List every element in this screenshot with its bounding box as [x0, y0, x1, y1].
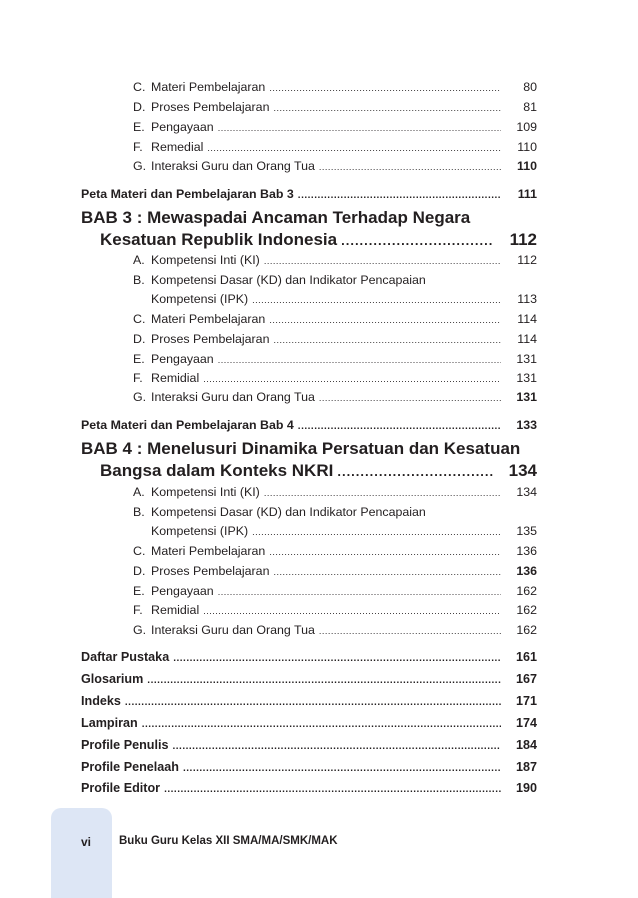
- toc-entry-label: Remedial: [151, 140, 204, 154]
- toc-entry-label: Remidial: [151, 371, 200, 385]
- toc-entry-label: Pengayaan: [151, 120, 214, 134]
- toc-entry[interactable]: [133, 371, 537, 385]
- toc-entry[interactable]: [133, 584, 537, 598]
- toc-entry-label: Remidial: [151, 603, 200, 617]
- dot-leader: [252, 527, 501, 537]
- toc-entry-page: 114: [517, 332, 537, 346]
- toc-entry-page: 80: [523, 80, 537, 94]
- toc-entry-letter: G.: [133, 390, 147, 404]
- toc-entry-label: Profile Penelaah: [81, 760, 179, 774]
- toc-entry-label: Kompetensi (IPK): [151, 292, 249, 306]
- toc-entry-page: 171: [515, 694, 537, 708]
- toc-entry[interactable]: [133, 352, 537, 366]
- toc-entry[interactable]: [133, 332, 537, 346]
- toc-entry-letter: C.: [133, 312, 146, 326]
- toc-entry-label: Kompetensi Inti (KI): [151, 485, 260, 499]
- toc-entry-page: 131: [516, 371, 537, 385]
- dot-leader: [142, 719, 501, 730]
- toc-entry-page: 190: [515, 781, 537, 795]
- toc-entry[interactable]: [133, 120, 537, 134]
- dot-leader: [273, 103, 501, 113]
- dot-leader: [218, 587, 501, 597]
- toc-entry[interactable]: [133, 100, 537, 114]
- toc-entry-page: 174: [515, 716, 537, 730]
- toc-entry-page: 111: [517, 187, 537, 201]
- toc-entry[interactable]: [133, 564, 537, 578]
- dot-leader: [298, 421, 501, 432]
- toc-entry-cont[interactable]: [151, 524, 537, 538]
- toc-entry-page: 136: [516, 564, 537, 578]
- toc-entry[interactable]: [133, 544, 537, 558]
- dot-leader: [273, 335, 501, 345]
- toc-entry-label: Pengayaan: [151, 352, 214, 366]
- toc-entry[interactable]: [133, 140, 537, 154]
- toc-entry-letter: E.: [133, 584, 145, 598]
- chapter-title-cont: Bangsa dalam Konteks NKRI: [100, 461, 334, 480]
- toc-entry-letter: G.: [133, 159, 147, 173]
- dot-leader: [207, 143, 501, 153]
- toc-entry-page: 114: [517, 312, 537, 326]
- dot-leader: [269, 315, 501, 325]
- toc-entry-page: 110: [517, 159, 537, 173]
- toc-entry-letter: F.: [133, 140, 143, 154]
- toc-entry[interactable]: [133, 253, 537, 267]
- dot-leader: [273, 567, 501, 577]
- toc-entry-page: 162: [516, 623, 537, 637]
- toc-entry-letter: D.: [133, 564, 146, 578]
- dot-leader: [252, 295, 501, 305]
- toc-entry-label: Proses Pembelajaran: [151, 100, 270, 114]
- chapter-title: BAB 4 : Menelusuri Dinamika Persatuan dan Kesatuan: [81, 439, 521, 458]
- toc-entry[interactable]: [133, 80, 537, 94]
- toc-entry-label: Indeks: [81, 694, 121, 708]
- toc-back-entry[interactable]: [81, 716, 537, 730]
- dot-leader: [319, 626, 501, 636]
- dot-leader: [203, 374, 501, 384]
- toc-entry[interactable]: [133, 505, 537, 519]
- dot-leader: [172, 741, 501, 752]
- toc-entry-page: 167: [515, 672, 537, 686]
- footer-page-number: vi: [81, 835, 92, 849]
- dot-leader: [298, 190, 501, 201]
- toc-back-entry[interactable]: [81, 738, 537, 752]
- toc-entry-label: Kompetensi (IPK): [151, 524, 249, 538]
- toc-entry[interactable]: [133, 390, 537, 404]
- toc-entry-label: Interaksi Guru dan Orang Tua: [151, 390, 315, 404]
- chapter-title: BAB 3 : Mewaspadai Ancaman Terhadap Negara: [81, 208, 471, 227]
- toc-entry-label: Profile Editor: [81, 781, 161, 795]
- toc-entry-label: Proses Pembelajaran: [151, 564, 270, 578]
- toc-back-entry[interactable]: [81, 781, 537, 795]
- toc-entry-label: Materi Pembelajaran: [151, 312, 266, 326]
- dot-leader: [147, 675, 501, 686]
- toc-back-entry[interactable]: [81, 760, 537, 774]
- toc-entry-letter: B.: [133, 273, 145, 287]
- dot-leader: [269, 547, 501, 557]
- dot-leader: [319, 393, 501, 403]
- toc-entry[interactable]: [133, 623, 537, 637]
- toc-entry-page: 133: [516, 418, 537, 432]
- dot-leader: [203, 606, 501, 616]
- toc-entry-page: 162: [516, 584, 537, 598]
- toc-entry-page: 109: [516, 120, 537, 134]
- dot-leader: [218, 123, 501, 133]
- toc-peta-entry[interactable]: [81, 418, 537, 432]
- toc-entry-letter: E.: [133, 120, 145, 134]
- toc-entry[interactable]: [133, 273, 537, 287]
- toc-entry-label: Proses Pembelajaran: [151, 332, 270, 346]
- toc-entry-page: 135: [516, 524, 537, 538]
- page-side-tab: [51, 808, 112, 898]
- toc-entry[interactable]: [133, 485, 537, 499]
- toc-chapter-heading[interactable]: [81, 208, 537, 228]
- toc-entry-label: Peta Materi dan Pembelajaran Bab 4: [81, 418, 294, 432]
- dot-leader: [264, 488, 501, 498]
- toc-entry-letter: C.: [133, 80, 146, 94]
- toc-entry[interactable]: [133, 312, 537, 326]
- toc-entry-label: Daftar Pustaka: [81, 650, 170, 664]
- toc-entry-label: Interaksi Guru dan Orang Tua: [151, 159, 315, 173]
- toc-entry-label: Kompetensi Inti (KI): [151, 253, 260, 267]
- toc-entry-letter: C.: [133, 544, 146, 558]
- toc-entry-label: Peta Materi dan Pembelajaran Bab 3: [81, 187, 294, 201]
- dot-leader: [164, 784, 501, 795]
- toc-entry-letter: G.: [133, 623, 147, 637]
- toc-entry-cont[interactable]: [151, 292, 537, 306]
- toc-entry-letter: F.: [133, 603, 143, 617]
- toc-entry-label: Materi Pembelajaran: [151, 80, 266, 94]
- toc-entry-page: 110: [517, 140, 537, 154]
- dot-leader: [218, 355, 501, 365]
- toc-peta-entry[interactable]: [81, 187, 537, 201]
- toc-entry-page: 131: [516, 390, 537, 404]
- toc-entry-label: Pengayaan: [151, 584, 214, 598]
- dot-leader: [264, 256, 501, 266]
- toc-entry-label: Kompetensi Dasar (KD) dan Indikator Pencapaian: [151, 505, 426, 519]
- dot-leader: [183, 763, 501, 774]
- toc-entry-page: 187: [515, 760, 537, 774]
- dot-leader: [269, 83, 501, 93]
- toc-entry-label: Profile Penulis: [81, 738, 169, 752]
- toc-entry-letter: D.: [133, 100, 146, 114]
- toc-entry-letter: A.: [133, 485, 145, 499]
- chapter-title-cont: Kesatuan Republik Indonesia: [100, 230, 338, 249]
- toc-entry-letter: E.: [133, 352, 145, 366]
- toc-entry-letter: B.: [133, 505, 145, 519]
- toc-entry-letter: D.: [133, 332, 146, 346]
- toc-entry-label: Interaksi Guru dan Orang Tua: [151, 623, 315, 637]
- toc-entry[interactable]: [133, 603, 537, 617]
- toc-entry-page: 131: [516, 352, 537, 366]
- toc-entry-label: Lampiran: [81, 716, 138, 730]
- toc-chapter-heading[interactable]: [81, 439, 537, 459]
- toc-entry[interactable]: [133, 159, 537, 173]
- dot-leader: [337, 464, 493, 479]
- toc-entry-page: 112: [517, 253, 537, 267]
- toc-back-entry[interactable]: [81, 694, 537, 708]
- toc-entry-label: Kompetensi Dasar (KD) dan Indikator Pencapaian: [151, 273, 426, 287]
- toc-entry-letter: A.: [133, 253, 145, 267]
- toc-entry-letter: F.: [133, 371, 143, 385]
- toc-back-entry[interactable]: [81, 672, 537, 686]
- dot-leader: [319, 162, 501, 172]
- toc-entry-page: 112: [509, 230, 537, 249]
- toc-entry-page: 161: [515, 650, 537, 664]
- dot-leader: [173, 653, 501, 664]
- toc-entry-page: 136: [516, 544, 537, 558]
- footer-book-title: Buku Guru Kelas XII SMA/MA/SMK/MAK: [119, 835, 338, 847]
- toc-entry-page: 162: [516, 603, 537, 617]
- toc-chapter-heading-cont[interactable]: [100, 230, 537, 250]
- toc-chapter-heading-cont[interactable]: [100, 461, 537, 481]
- toc-entry-page: 134: [516, 485, 537, 499]
- dot-leader: [125, 697, 501, 708]
- toc-entry-label: Materi Pembelajaran: [151, 544, 266, 558]
- toc-entry-page: 113: [517, 292, 537, 306]
- toc-entry-page: 184: [515, 738, 537, 752]
- toc-entry-page: 81: [523, 100, 537, 114]
- toc-entry-label: Glosarium: [81, 672, 144, 686]
- toc-back-entry[interactable]: [81, 650, 537, 664]
- dot-leader: [341, 233, 493, 248]
- toc-entry-page: 134: [508, 461, 537, 480]
